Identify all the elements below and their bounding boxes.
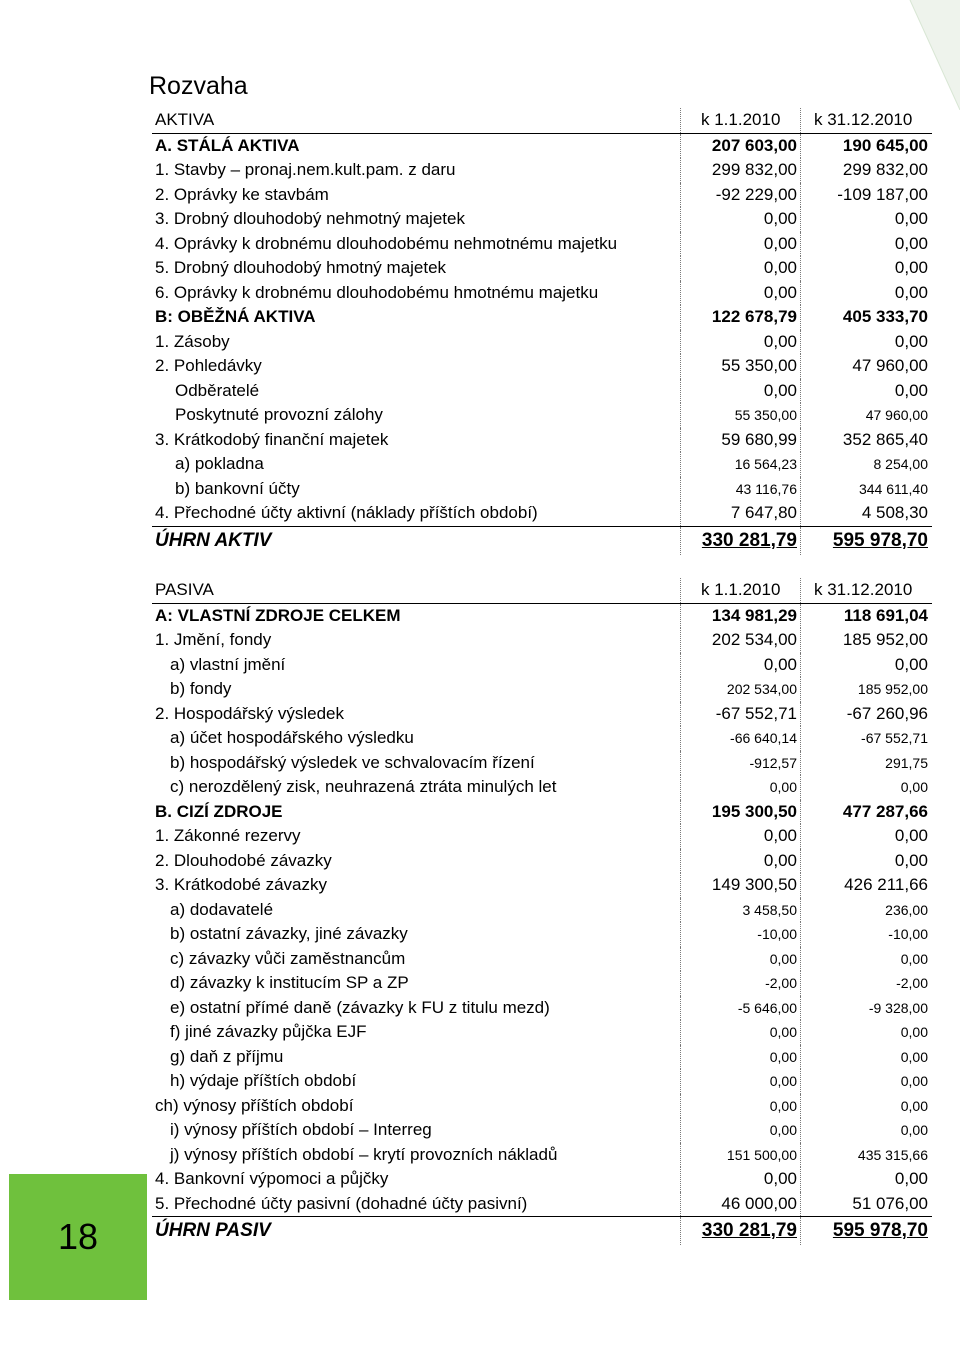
row-value-start: 16 564,23 — [680, 452, 801, 477]
table-row — [152, 354, 932, 379]
row-value-end: -10,00 — [888, 926, 928, 943]
table-row — [152, 232, 932, 257]
row-value-end: 0,00 — [894, 282, 928, 302]
table-row — [152, 726, 932, 751]
row-label: 2. Oprávky ke stavbám — [155, 184, 329, 204]
row-value-end: 291,75 — [885, 754, 928, 771]
row-value-end: 185 952,00 — [857, 681, 928, 698]
table-row — [152, 403, 932, 428]
row-value-end: 0,00 — [894, 209, 928, 229]
row-label: A. STÁLÁ AKTIVA — [155, 135, 300, 155]
row-label: b) hospodářský výsledek ve schvalovacím řízení — [170, 752, 535, 772]
row-value-end: -9 328,00 — [868, 999, 928, 1016]
page-corner-decoration — [900, 0, 960, 110]
table-row — [152, 824, 932, 849]
row-value-start: 122 678,79 — [680, 305, 801, 330]
table-row — [152, 1192, 932, 1217]
row-value-end: 0,00 — [900, 1024, 928, 1041]
row-value-start: 55 350,00 — [680, 403, 801, 428]
row-value-end: 477 287,66 — [842, 801, 928, 821]
table-row — [152, 379, 932, 404]
row-label: 3. Krátkodobé závazky — [155, 875, 327, 895]
table-row — [152, 1069, 932, 1094]
row-value-start: 195 300,50 — [680, 800, 801, 825]
table-row — [152, 775, 932, 800]
row-value-start: 149 300,50 — [680, 873, 801, 898]
row-label: 2. Dlouhodobé závazky — [155, 850, 332, 870]
row-label: e) ostatní přímé daně (závazky k FU z titulu mezd) — [170, 997, 550, 1017]
row-value-start: 0,00 — [680, 1167, 801, 1192]
table-row — [152, 183, 932, 208]
aktiva-header-col2: k 31.12.2010 — [814, 110, 913, 130]
row-value-start: 0,00 — [680, 207, 801, 232]
row-value-end: 0,00 — [900, 1073, 928, 1090]
row-value-end: 0,00 — [894, 654, 928, 674]
row-value-start: -67 552,71 — [680, 702, 801, 727]
row-value-start: 3 458,50 — [680, 898, 801, 923]
row-value-end: 118 691,04 — [843, 605, 928, 625]
row-value-start: 46 000,00 — [680, 1192, 801, 1217]
page-title: Rozvaha — [149, 72, 248, 100]
row-value-start: -5 646,00 — [680, 996, 801, 1021]
aktiva-table — [152, 108, 932, 555]
row-value-end: 299 832,00 — [842, 160, 928, 180]
row-value-start: 134 981,29 — [680, 604, 801, 629]
table-row — [152, 677, 932, 702]
table-row — [152, 628, 932, 653]
row-label: 2. Pohledávky — [155, 356, 262, 376]
row-label: a) pokladna — [175, 454, 264, 474]
row-label: 4. Bankovní výpomoci a půjčky — [155, 1169, 389, 1189]
row-label: b) fondy — [170, 679, 232, 699]
pasiva-table — [152, 578, 932, 1245]
row-value-start: 0,00 — [680, 947, 801, 972]
aktiva-header-col1: k 1.1.2010 — [680, 108, 801, 133]
pasiva-total-row — [152, 1216, 932, 1245]
table-row — [152, 477, 932, 502]
row-label: ch) výnosy příštích období — [155, 1095, 354, 1115]
row-value-start: 43 116,76 — [680, 477, 801, 502]
table-row — [152, 207, 932, 232]
pasiva-total-label: ÚHRN PASIV — [155, 1220, 271, 1241]
table-row — [152, 158, 932, 183]
row-value-start: 202 534,00 — [680, 677, 801, 702]
row-label: c) nerozdělený zisk, neuhrazená ztráta minulých let — [170, 777, 557, 797]
row-value-end: 435 315,66 — [857, 1146, 928, 1163]
row-value-end: 352 865,40 — [842, 429, 928, 449]
pasiva-header-col1: k 1.1.2010 — [680, 578, 801, 603]
table-row — [152, 751, 932, 776]
row-value-end: 0,00 — [900, 1122, 928, 1139]
row-value-end: 0,00 — [900, 1048, 928, 1065]
row-value-start: 0,00 — [680, 379, 801, 404]
table-row — [152, 604, 932, 629]
table-row — [152, 281, 932, 306]
row-value-end: 4 508,30 — [861, 503, 928, 523]
row-value-start: 0,00 — [680, 281, 801, 306]
row-label: 1. Zákonné rezervy — [155, 826, 301, 846]
row-value-start: 0,00 — [680, 775, 801, 800]
row-value-start: 0,00 — [680, 653, 801, 678]
row-value-end: 0,00 — [894, 850, 928, 870]
pasiva-total-end: 595 978,70 — [832, 1220, 928, 1241]
row-value-start: 0,00 — [680, 1118, 801, 1143]
row-value-start: -912,57 — [680, 751, 801, 776]
row-value-start: 0,00 — [680, 232, 801, 257]
row-label: a) vlastní jmění — [170, 654, 286, 674]
table-row — [152, 849, 932, 874]
row-label: c) závazky vůči zaměstnancům — [170, 948, 406, 968]
row-value-end: 0,00 — [900, 1097, 928, 1114]
row-label: b) bankovní účty — [175, 478, 300, 498]
row-value-end: -109 187,00 — [837, 184, 928, 204]
table-row — [152, 1167, 932, 1192]
row-label: i) výnosy příštích období – Interreg — [170, 1120, 432, 1140]
row-value-start: 0,00 — [680, 1045, 801, 1070]
row-label: Poskytnuté provozní zálohy — [175, 405, 383, 425]
table-row — [152, 305, 932, 330]
row-value-end: 0,00 — [894, 1169, 928, 1189]
row-label: 1. Jmění, fondy — [155, 630, 272, 650]
row-value-end: -67 552,71 — [861, 730, 928, 747]
row-value-end: 0,00 — [900, 779, 928, 796]
table-row — [152, 1118, 932, 1143]
row-label: 3. Krátkodobý finanční majetek — [155, 429, 389, 449]
row-value-start: -66 640,14 — [680, 726, 801, 751]
row-value-start: 0,00 — [680, 1069, 801, 1094]
table-row — [152, 1045, 932, 1070]
row-value-end: 51 076,00 — [852, 1193, 928, 1213]
aktiva-header-label: AKTIVA — [155, 110, 215, 130]
table-row — [152, 1143, 932, 1168]
row-value-start: 0,00 — [680, 1094, 801, 1119]
aktiva-total-end: 595 978,70 — [832, 529, 928, 551]
row-value-end: 0,00 — [894, 331, 928, 351]
table-row — [152, 134, 932, 159]
row-value-end: 344 611,40 — [858, 480, 928, 497]
table-row — [152, 330, 932, 355]
row-value-end: 405 333,70 — [842, 307, 928, 327]
row-value-end: 0,00 — [894, 258, 928, 278]
row-label: 3. Drobný dlouhodobý nehmotný majetek — [155, 209, 465, 229]
row-label: A: VLASTNÍ ZDROJE CELKEM — [155, 605, 401, 625]
row-value-start: 0,00 — [680, 256, 801, 281]
row-label: B. CIZÍ ZDROJE — [155, 801, 283, 821]
row-value-end: 0,00 — [900, 950, 928, 967]
row-value-start: 0,00 — [680, 849, 801, 874]
row-value-start: 207 603,00 — [680, 134, 801, 159]
table-row — [152, 1094, 932, 1119]
pasiva-total-start: 330 281,79 — [680, 1217, 801, 1245]
aktiva-total-label: ÚHRN AKTIV — [155, 529, 272, 551]
row-label: a) dodavatelé — [170, 899, 274, 919]
aktiva-total-row — [152, 526, 932, 555]
row-value-end: 47 960,00 — [852, 356, 928, 376]
row-value-end: 0,00 — [894, 380, 928, 400]
aktiva-header-row — [152, 108, 932, 134]
row-label: 5. Drobný dlouhodobý hmotný majetek — [155, 258, 447, 278]
row-label: b) ostatní závazky, jiné závazky — [170, 924, 408, 944]
table-row — [152, 971, 932, 996]
table-row — [152, 501, 932, 526]
row-value-start: 55 350,00 — [680, 354, 801, 379]
row-label: h) výdaje příštích období — [170, 1071, 357, 1091]
row-value-start: 299 832,00 — [680, 158, 801, 183]
row-value-start: 0,00 — [680, 824, 801, 849]
row-value-start: 202 534,00 — [680, 628, 801, 653]
row-value-end: 185 952,00 — [842, 630, 928, 650]
row-value-end: 0,00 — [894, 826, 928, 846]
row-value-end: 8 254,00 — [873, 456, 928, 473]
row-value-end: 190 645,00 — [842, 135, 928, 155]
table-row — [152, 256, 932, 281]
row-label: 4. Přechodné účty aktivní (náklady příštích období) — [155, 503, 538, 523]
row-value-start: -2,00 — [680, 971, 801, 996]
row-label: j) výnosy příštích období – krytí provozních nákladů — [170, 1144, 558, 1164]
row-label: d) závazky k institucím SP a ZP — [170, 973, 409, 993]
aktiva-total-start: 330 281,79 — [680, 527, 801, 555]
row-label: 1. Stavby – pronaj.nem.kult.pam. z daru — [155, 160, 456, 180]
table-row — [152, 452, 932, 477]
table-row — [152, 428, 932, 453]
table-row — [152, 996, 932, 1021]
table-row — [152, 702, 932, 727]
table-row — [152, 800, 932, 825]
pasiva-header-row — [152, 578, 932, 604]
row-label: f) jiné závazky půjčka EJF — [170, 1022, 367, 1042]
pasiva-header-label: PASIVA — [155, 580, 214, 600]
table-row — [152, 947, 932, 972]
row-label: 6. Oprávky k drobnému dlouhodobému hmotnému majetku — [155, 282, 599, 302]
row-label: B: OBĚŽNÁ AKTIVA — [155, 307, 316, 327]
table-row — [152, 653, 932, 678]
row-value-end: -2,00 — [896, 975, 928, 992]
row-value-end: 0,00 — [894, 233, 928, 253]
row-value-end: 236,00 — [885, 901, 928, 918]
pasiva-header-col2: k 31.12.2010 — [814, 580, 913, 600]
row-value-start: 0,00 — [680, 330, 801, 355]
table-row — [152, 898, 932, 923]
row-value-start: 151 500,00 — [680, 1143, 801, 1168]
row-label: g) daň z příjmu — [170, 1046, 284, 1066]
page-number: 18 — [9, 1174, 147, 1300]
row-value-start: 7 647,80 — [680, 501, 801, 526]
row-value-end: -67 260,96 — [846, 703, 928, 723]
row-value-start: -92 229,00 — [680, 183, 801, 208]
row-label: 1. Zásoby — [155, 331, 230, 351]
row-value-start: 0,00 — [680, 1020, 801, 1045]
row-label: 5. Přechodné účty pasivní (dohadné účty pasivní) — [155, 1193, 528, 1213]
row-value-start: 59 680,99 — [680, 428, 801, 453]
row-label: a) účet hospodářského výsledku — [170, 728, 414, 748]
table-row — [152, 1020, 932, 1045]
row-label: Odběratelé — [175, 380, 260, 400]
row-value-end: 426 211,66 — [844, 875, 928, 895]
table-row — [152, 922, 932, 947]
row-label: 4. Oprávky k drobnému dlouhodobému nehmotnému majetku — [155, 233, 618, 253]
row-value-end: 47 960,00 — [865, 407, 928, 424]
table-row — [152, 873, 932, 898]
row-value-start: -10,00 — [680, 922, 801, 947]
row-label: 2. Hospodářský výsledek — [155, 703, 344, 723]
